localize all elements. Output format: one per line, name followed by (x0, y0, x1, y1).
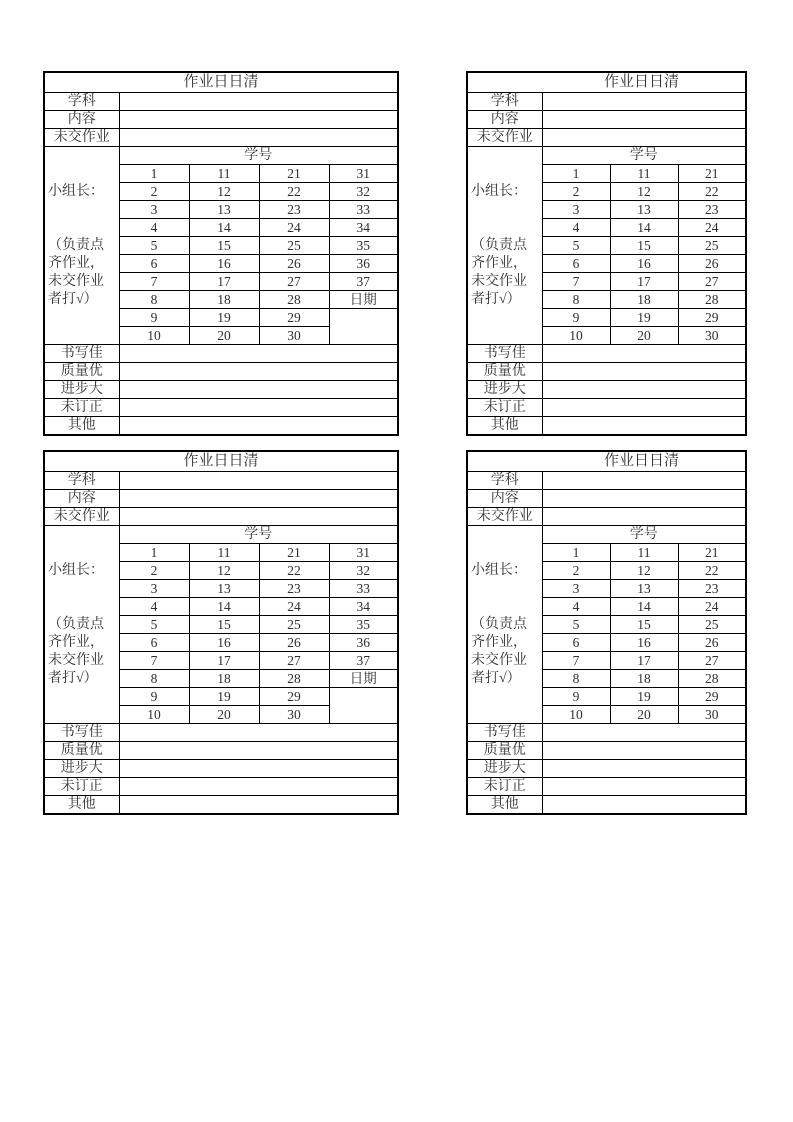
summary-label: 质量优 (467, 363, 542, 381)
student-number-cell: 6 (119, 255, 189, 273)
field-value-cell[interactable] (542, 508, 746, 526)
student-number-cell: 27 (259, 273, 329, 291)
student-number-cell: 18 (610, 670, 678, 688)
student-number-cell: 23 (259, 580, 329, 598)
student-number-cell: 24 (678, 598, 746, 616)
homework-clear-table (466, 71, 747, 436)
group-leader-label: 小组长： (471, 184, 527, 199)
summary-value-cell[interactable] (542, 742, 746, 760)
student-number-cell: 33 (329, 201, 398, 219)
date-label-cell: 日期 (329, 670, 398, 688)
homework-clear-table (466, 450, 747, 815)
student-number-cell: 31 (329, 544, 398, 562)
field-label: 未交作业 (44, 129, 119, 147)
student-number-cell: 18 (610, 291, 678, 309)
student-number-cell: 7 (119, 652, 189, 670)
summary-value-cell[interactable] (119, 796, 398, 815)
student-number-cell: 33 (329, 580, 398, 598)
summary-value-cell[interactable] (119, 363, 398, 381)
summary-label: 质量优 (467, 742, 542, 760)
date-label-cell: 日期 (329, 291, 398, 309)
student-number-cell: 28 (259, 670, 329, 688)
homework-sheet-bottom-right (466, 450, 747, 815)
student-number-cell: 15 (610, 237, 678, 255)
summary-label: 质量优 (44, 742, 119, 760)
field-label: 未交作业 (467, 508, 542, 526)
student-number-cell: 26 (678, 634, 746, 652)
summary-value-cell[interactable] (542, 399, 746, 417)
student-number-cell: 19 (610, 309, 678, 327)
summary-label: 未订正 (44, 399, 119, 417)
student-number-cell: 28 (259, 291, 329, 309)
sheet-title: 作业日日清 (467, 451, 746, 472)
field-value-cell[interactable] (542, 490, 746, 508)
student-number-cell: 14 (610, 219, 678, 237)
student-number-cell: 24 (259, 598, 329, 616)
student-number-cell: 15 (189, 616, 259, 634)
summary-label: 其他 (44, 796, 119, 815)
student-number-cell: 21 (259, 165, 329, 183)
student-number-cell: 13 (189, 201, 259, 219)
student-number-cell: 15 (189, 237, 259, 255)
student-number-cell: 11 (189, 544, 259, 562)
student-number-cell: 11 (189, 165, 259, 183)
student-number-cell: 10 (542, 327, 610, 345)
student-number-cell: 19 (189, 688, 259, 706)
student-number-cell: 14 (189, 598, 259, 616)
student-number-cell: 17 (189, 273, 259, 291)
roster-header: 学号 (542, 526, 746, 544)
student-number-cell: 30 (259, 327, 329, 345)
student-number-cell: 25 (259, 616, 329, 634)
roster-header: 学号 (119, 526, 398, 544)
student-number-cell: 36 (329, 255, 398, 273)
group-leader-note: （负责点齐作业，未交作业者打√） (48, 238, 104, 307)
student-number-cell: 4 (542, 598, 610, 616)
student-number-cell: 32 (329, 183, 398, 201)
student-number-cell: 36 (329, 634, 398, 652)
student-number-cell: 15 (610, 616, 678, 634)
field-value-cell[interactable] (542, 111, 746, 129)
student-number-cell: 7 (542, 273, 610, 291)
field-label: 内容 (467, 111, 542, 129)
student-number-cell: 24 (678, 219, 746, 237)
summary-label: 进步大 (44, 760, 119, 778)
student-number-cell: 25 (678, 616, 746, 634)
summary-label: 其他 (44, 417, 119, 436)
summary-value-cell[interactable] (119, 724, 398, 742)
group-leader-cell (467, 147, 542, 345)
summary-label: 进步大 (467, 381, 542, 399)
student-number-cell: 14 (189, 219, 259, 237)
student-number-cell: 14 (610, 598, 678, 616)
student-number-cell: 1 (119, 165, 189, 183)
student-number-cell: 17 (610, 273, 678, 291)
student-number-cell: 8 (542, 291, 610, 309)
student-number-cell: 31 (329, 165, 398, 183)
field-label: 内容 (467, 490, 542, 508)
student-number-cell: 22 (678, 183, 746, 201)
student-number-cell: 27 (259, 652, 329, 670)
summary-label: 书写佳 (467, 345, 542, 363)
student-number-cell: 19 (189, 309, 259, 327)
field-value-cell[interactable] (119, 129, 398, 147)
student-number-cell: 16 (610, 634, 678, 652)
sheet-title: 作业日日清 (44, 451, 398, 472)
student-number-cell: 1 (119, 544, 189, 562)
student-number-cell: 10 (542, 706, 610, 724)
student-number-cell: 10 (119, 327, 189, 345)
summary-label: 其他 (467, 417, 542, 436)
student-number-cell: 19 (610, 688, 678, 706)
student-number-cell: 5 (119, 237, 189, 255)
student-number-cell: 13 (610, 201, 678, 219)
student-number-cell: 27 (678, 273, 746, 291)
student-number-cell: 3 (119, 201, 189, 219)
student-number-cell: 12 (610, 562, 678, 580)
summary-value-cell[interactable] (119, 778, 398, 796)
student-number-cell: 20 (189, 327, 259, 345)
student-number-cell: 28 (678, 291, 746, 309)
student-number-cell: 17 (189, 652, 259, 670)
homework-clear-table (43, 450, 399, 815)
homework-sheet-bottom-left (43, 450, 399, 815)
student-number-cell: 6 (119, 634, 189, 652)
student-number-cell: 13 (610, 580, 678, 598)
student-number-cell: 3 (542, 201, 610, 219)
summary-label: 未订正 (44, 778, 119, 796)
field-value-cell[interactable] (119, 472, 398, 490)
summary-value-cell[interactable] (542, 724, 746, 742)
student-number-cell: 2 (119, 562, 189, 580)
summary-value-cell[interactable] (542, 796, 746, 815)
sheet-title: 作业日日清 (44, 72, 398, 93)
student-number-cell: 1 (542, 165, 610, 183)
summary-label: 其他 (467, 796, 542, 815)
student-number-cell: 24 (259, 219, 329, 237)
homework-sheet-top-right (466, 71, 747, 436)
group-leader-note: （负责点齐作业，未交作业者打√） (48, 617, 104, 686)
student-number-cell: 23 (259, 201, 329, 219)
student-number-cell: 37 (329, 652, 398, 670)
group-leader-label: 小组长： (48, 563, 104, 578)
student-number-cell: 29 (678, 309, 746, 327)
field-value-cell[interactable] (542, 472, 746, 490)
student-number-cell: 10 (119, 706, 189, 724)
student-number-cell: 5 (119, 616, 189, 634)
student-number-cell: 8 (119, 291, 189, 309)
student-number-cell: 9 (542, 688, 610, 706)
student-number-cell: 20 (189, 706, 259, 724)
group-leader-label: 小组长： (48, 184, 104, 199)
student-number-cell: 29 (259, 309, 329, 327)
group-leader-note: （负责点齐作业，未交作业者打√） (471, 617, 527, 686)
field-value-cell[interactable] (119, 93, 398, 111)
field-label: 学科 (44, 472, 119, 490)
group-leader-label: 小组长： (471, 563, 527, 578)
student-number-cell: 3 (119, 580, 189, 598)
student-number-cell: 11 (610, 165, 678, 183)
field-value-cell[interactable] (542, 129, 746, 147)
field-label: 学科 (467, 93, 542, 111)
field-label: 内容 (44, 490, 119, 508)
summary-value-cell[interactable] (542, 381, 746, 399)
summary-value-cell[interactable] (119, 345, 398, 363)
student-number-cell: 35 (329, 237, 398, 255)
student-number-cell: 17 (610, 652, 678, 670)
student-number-cell: 34 (329, 598, 398, 616)
field-value-cell[interactable] (119, 508, 398, 526)
student-number-cell: 13 (189, 580, 259, 598)
student-number-cell: 7 (542, 652, 610, 670)
student-number-cell: 27 (678, 652, 746, 670)
student-number-cell: 26 (259, 255, 329, 273)
summary-label: 进步大 (44, 381, 119, 399)
student-number-cell: 21 (259, 544, 329, 562)
date-value-cell[interactable] (329, 688, 398, 724)
student-number-cell: 16 (189, 634, 259, 652)
student-number-cell: 21 (678, 165, 746, 183)
student-number-cell: 8 (542, 670, 610, 688)
field-label: 未交作业 (44, 508, 119, 526)
student-number-cell: 9 (542, 309, 610, 327)
student-number-cell: 26 (259, 634, 329, 652)
date-value-cell[interactable] (329, 309, 398, 345)
summary-label: 书写佳 (44, 345, 119, 363)
student-number-cell: 21 (678, 544, 746, 562)
field-label: 未交作业 (467, 129, 542, 147)
student-number-cell: 28 (678, 670, 746, 688)
student-number-cell: 9 (119, 688, 189, 706)
sheet-title: 作业日日清 (467, 72, 746, 93)
student-number-cell: 30 (678, 327, 746, 345)
summary-label: 书写佳 (44, 724, 119, 742)
summary-value-cell[interactable] (542, 778, 746, 796)
student-number-cell: 20 (610, 706, 678, 724)
homework-sheet-top-left (43, 71, 399, 436)
summary-label: 进步大 (467, 760, 542, 778)
student-number-cell: 18 (189, 291, 259, 309)
student-number-cell: 4 (119, 598, 189, 616)
student-number-cell: 37 (329, 273, 398, 291)
summary-value-cell[interactable] (542, 417, 746, 436)
homework-clear-table (43, 71, 399, 436)
summary-value-cell[interactable] (119, 381, 398, 399)
student-number-cell: 2 (542, 183, 610, 201)
field-value-cell[interactable] (119, 490, 398, 508)
roster-header: 学号 (542, 147, 746, 165)
student-number-cell: 32 (329, 562, 398, 580)
student-number-cell: 5 (542, 616, 610, 634)
summary-label: 未订正 (467, 399, 542, 417)
student-number-cell: 35 (329, 616, 398, 634)
student-number-cell: 12 (610, 183, 678, 201)
group-leader-note: （负责点齐作业，未交作业者打√） (471, 238, 527, 307)
student-number-cell: 20 (610, 327, 678, 345)
summary-label: 书写佳 (467, 724, 542, 742)
summary-label: 质量优 (44, 363, 119, 381)
field-value-cell[interactable] (119, 111, 398, 129)
student-number-cell: 1 (542, 544, 610, 562)
student-number-cell: 7 (119, 273, 189, 291)
student-number-cell: 29 (259, 688, 329, 706)
group-leader-cell (467, 526, 542, 724)
summary-value-cell[interactable] (542, 760, 746, 778)
student-number-cell: 16 (610, 255, 678, 273)
student-number-cell: 23 (678, 201, 746, 219)
summary-value-cell[interactable] (119, 399, 398, 417)
student-number-cell: 5 (542, 237, 610, 255)
student-number-cell: 25 (678, 237, 746, 255)
student-number-cell: 9 (119, 309, 189, 327)
summary-value-cell[interactable] (542, 345, 746, 363)
summary-value-cell[interactable] (119, 760, 398, 778)
student-number-cell: 26 (678, 255, 746, 273)
field-label: 内容 (44, 111, 119, 129)
summary-value-cell[interactable] (542, 363, 746, 381)
student-number-cell: 2 (542, 562, 610, 580)
student-number-cell: 22 (259, 562, 329, 580)
roster-header: 学号 (119, 147, 398, 165)
student-number-cell: 12 (189, 183, 259, 201)
student-number-cell: 4 (542, 219, 610, 237)
summary-label: 未订正 (467, 778, 542, 796)
student-number-cell: 11 (610, 544, 678, 562)
group-leader-cell (44, 147, 119, 345)
student-number-cell: 22 (678, 562, 746, 580)
student-number-cell: 4 (119, 219, 189, 237)
student-number-cell: 6 (542, 634, 610, 652)
student-number-cell: 12 (189, 562, 259, 580)
student-number-cell: 25 (259, 237, 329, 255)
field-label: 学科 (44, 93, 119, 111)
group-leader-cell (44, 526, 119, 724)
summary-value-cell[interactable] (119, 417, 398, 436)
student-number-cell: 2 (119, 183, 189, 201)
summary-value-cell[interactable] (119, 742, 398, 760)
student-number-cell: 30 (678, 706, 746, 724)
student-number-cell: 34 (329, 219, 398, 237)
student-number-cell: 29 (678, 688, 746, 706)
student-number-cell: 3 (542, 580, 610, 598)
field-value-cell[interactable] (542, 93, 746, 111)
student-number-cell: 16 (189, 255, 259, 273)
student-number-cell: 30 (259, 706, 329, 724)
student-number-cell: 18 (189, 670, 259, 688)
field-label: 学科 (467, 472, 542, 490)
student-number-cell: 22 (259, 183, 329, 201)
student-number-cell: 6 (542, 255, 610, 273)
student-number-cell: 8 (119, 670, 189, 688)
student-number-cell: 23 (678, 580, 746, 598)
